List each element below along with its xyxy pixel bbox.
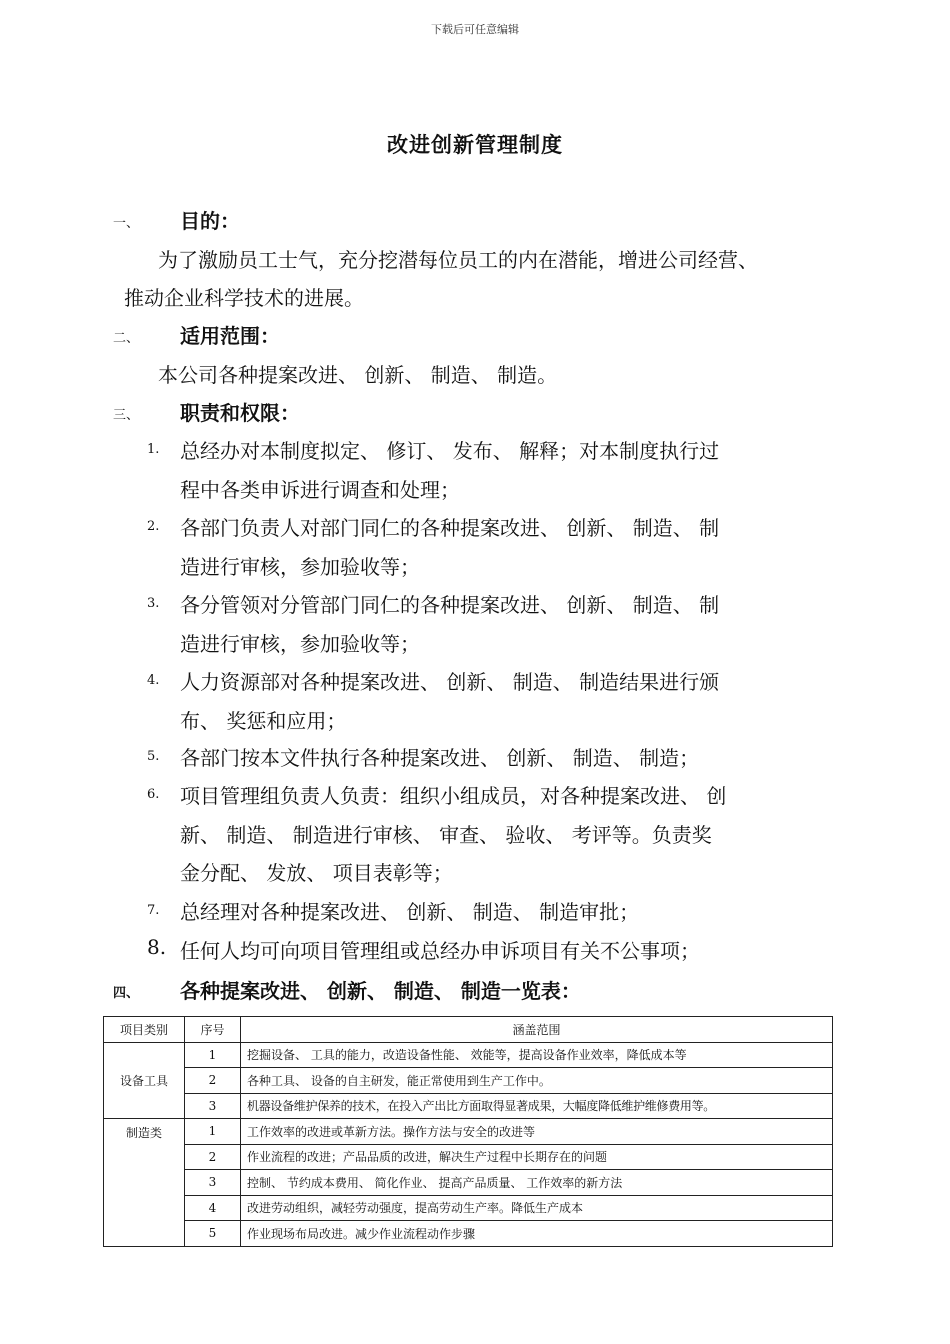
row-number: 1 — [185, 1119, 241, 1145]
item-text-line: 程中各类申诉进行调查和处理； — [180, 478, 460, 502]
row-number: 3 — [185, 1093, 241, 1119]
section-4-title: 各种提案改进、 创新、 制造、 制造一览表： — [180, 979, 581, 1003]
item-text-line: 各部门负责人对部门同仁的各种提案改进、 创新、 制造、 制 — [180, 516, 720, 540]
row-scope: 改进劳动组织，减轻劳动强度，提高劳动生产率。降低生产成本 — [241, 1195, 833, 1221]
section-2-number: 二、 — [113, 331, 140, 346]
section-1-number: 一、 — [113, 216, 140, 231]
row-scope: 作业流程的改进；产品品质的改进，解决生产过程中长期存在的问题 — [241, 1144, 833, 1170]
item-number: 4. — [147, 673, 160, 688]
row-scope: 挖掘设备、 工具的能力，改造设备性能、 效能等，提高设备作业效率，降低成本等 — [241, 1042, 833, 1068]
item-text-line: 布、 奖惩和应用； — [180, 709, 347, 733]
row-scope: 各种工具、 设备的自主研发，能正常使用到生产工作中。 — [241, 1068, 833, 1094]
category-cell: 制造类 — [104, 1119, 185, 1247]
table-row — [104, 1068, 833, 1094]
table-row — [104, 1144, 833, 1170]
table-row — [104, 1093, 833, 1119]
row-number: 5 — [185, 1221, 241, 1247]
row-number: 2 — [185, 1068, 241, 1094]
table-row — [104, 1119, 833, 1145]
item-number: 1. — [147, 442, 160, 457]
section-2-title: 适用范围： — [180, 324, 280, 348]
row-scope: 作业现场布局改进。减少作业流程动作步骤 — [241, 1221, 833, 1247]
category-cell: 设备工具 — [104, 1042, 185, 1119]
item-text-line: 各分管领对分管部门同仁的各种提案改进、 创新、 制造、 制 — [180, 593, 720, 617]
section-1-text-line: 推动企业科学技术的进展。 — [124, 286, 364, 310]
item-number: 5. — [147, 749, 160, 764]
section-2-text-line: 本公司各种提案改进、 创新、 制造、 制造。 — [158, 363, 558, 387]
table-row — [104, 1042, 833, 1068]
item-text-line: 造进行审核，参加验收等； — [180, 555, 420, 579]
item-number: 6. — [147, 787, 160, 802]
table-row — [104, 1221, 833, 1247]
item-text-line: 总经理对各种提案改进、 创新、 制造、 制造审批； — [180, 900, 640, 924]
row-scope: 工作效率的改进或革新方法。操作方法与安全的改进等 — [241, 1119, 833, 1145]
table-header-row — [104, 1017, 833, 1043]
item-number: 7. — [147, 903, 160, 918]
row-scope: 机器设备维护保养的技术，在投入产出比方面取得显著成果，大幅度降低维护维修费用等。 — [241, 1093, 833, 1119]
section-4-number: 四、 — [113, 986, 140, 1001]
item-text-line: 项目管理组负责人负责：组织小组成员，对各种提案改进、 创 — [180, 784, 727, 808]
item-text-line: 人力资源部对各种提案改进、 创新、 制造、 制造结果进行颁 — [180, 670, 720, 694]
item-text-line: 新、 制造、 制造进行审核、 审查、 验收、 考评等。负责奖 — [180, 823, 712, 847]
row-scope: 控制、 节约成本费用、 简化作业、 提高产品质量、 工作效率的新方法 — [241, 1170, 833, 1196]
section-1-title: 目的： — [180, 209, 240, 233]
item-text-line: 各部门按本文件执行各种提案改进、 创新、 制造、 制造； — [180, 746, 700, 770]
document-title: 改进创新管理制度 — [387, 133, 563, 157]
row-number: 1 — [185, 1042, 241, 1068]
row-number: 2 — [185, 1144, 241, 1170]
item-text-line: 总经办对本制度拟定、 修订、 发布、 解释；对本制度执行过 — [180, 439, 720, 463]
section-3-title: 职责和权限： — [180, 401, 300, 425]
item-number: 3. — [147, 596, 160, 611]
section-3-number: 三、 — [113, 408, 140, 423]
item-text-line: 金分配、 发放、 项目表彰等； — [180, 861, 453, 885]
item-text-line: 任何人均可向项目管理组或总经办申诉项目有关不公事项； — [180, 939, 700, 963]
item-text-line: 造进行审核，参加验收等； — [180, 632, 420, 656]
header-note: 下载后可任意编辑 — [431, 23, 519, 36]
table-row — [104, 1195, 833, 1221]
header-scope: 涵盖范围 — [241, 1017, 833, 1043]
item-number: 2. — [147, 519, 160, 534]
scope-table — [103, 1016, 833, 1247]
row-number: 4 — [185, 1195, 241, 1221]
table-row — [104, 1170, 833, 1196]
section-1-text-line: 为了激励员工士气，充分挖潜每位员工的内在潜能，增进公司经营、 — [158, 248, 758, 272]
header-category: 项目类别 — [104, 1017, 185, 1043]
header-number: 序号 — [185, 1017, 241, 1043]
item-number: 8. — [147, 935, 167, 959]
row-number: 3 — [185, 1170, 241, 1196]
